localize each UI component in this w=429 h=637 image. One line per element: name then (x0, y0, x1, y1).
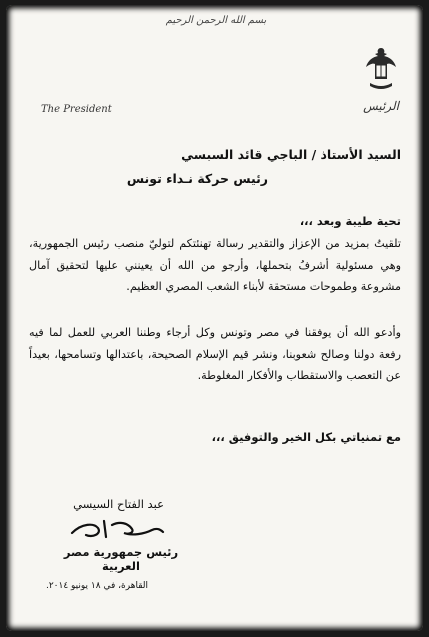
letter-date: القاهرة، في ١٨ يونيو ٢٠١٤. (45, 581, 148, 591)
handwritten-signature (68, 513, 168, 543)
signer-name: عبد الفتاح السيسي (73, 497, 164, 511)
president-title-arabic: الرئيس (363, 99, 399, 113)
closing-line: مع تمنياتي بكل الخير والتوفيق ،،، (211, 430, 401, 444)
addressee-title: رئيس حركة نـداء تونس (126, 171, 268, 186)
letter-page (6, 5, 423, 631)
basmala-header: بسم الله الرحمن الرحيم (165, 15, 267, 26)
eagle-emblem-icon (364, 45, 398, 93)
paragraph-1: تلقيتُ بمزيد من الإعزاز والتقدير رسالة تهنئتكم لتوليّ منصب رئيس الجمهورية، وهي مسئولية أشرفُ بتحملها، وأرجو من الله أن يعينني عليها لتحقيق آمال مشروعة وطموحات مستحقة لأبناء الشعب المصري العظيم. (29, 237, 401, 293)
addressee-name: السيد الأستاذ / الباجي قائد السبسي (181, 147, 401, 162)
president-title-english: The President (41, 104, 112, 115)
greeting: تحية طيبة وبعد ،،، (299, 214, 401, 228)
signer-title: رئيس جمهورية مصر العربية (63, 545, 179, 573)
paragraph-2: وأدعو الله أن يوفقنا في مصر وتونس وكل أرجاء وطننا العربي للعمل لما فيه رفعة دولنا وصالح شعوبنا، ونشر قيم الإسلام الصحيحة، باعتدالها وتسامحها، بعيداً عن التعصب والاستقطاب والأفكار المغلوطة. (29, 326, 401, 382)
